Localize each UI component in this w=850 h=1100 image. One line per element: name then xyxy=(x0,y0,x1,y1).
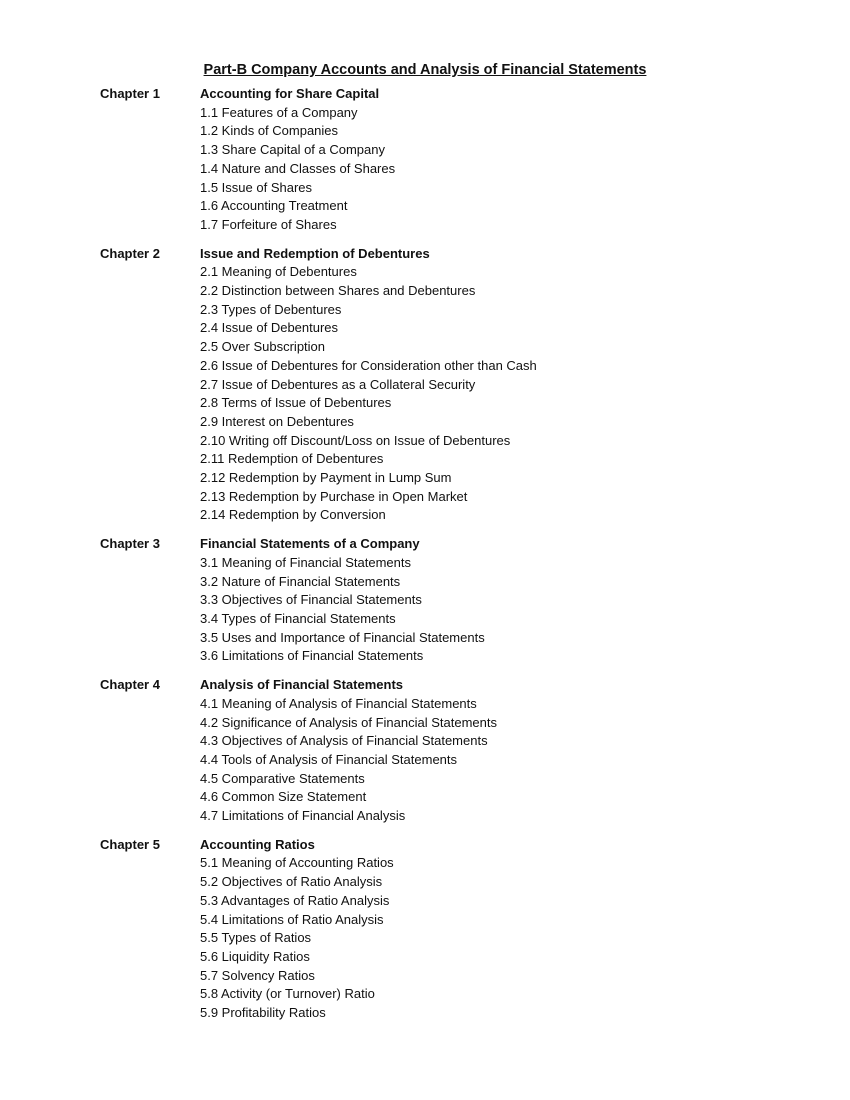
topic-item: 5.7 Solvency Ratios xyxy=(200,967,315,983)
topic-item: 3.6 Limitations of Financial Statements xyxy=(200,648,424,664)
chapter-5 xyxy=(100,836,800,1023)
topic-item: 5.1 Meaning of Accounting Ratios xyxy=(200,855,394,871)
chapter-body xyxy=(200,535,800,666)
topic-item: 2.6 Issue of Debentures for Consideration other than Cash xyxy=(200,357,537,373)
topic-item: 1.6 Accounting Treatment xyxy=(200,198,348,214)
topic-list xyxy=(200,104,800,235)
topic-item: 4.2 Significance of Analysis of Financial Statements xyxy=(200,714,497,730)
topic-item: 1.2 Kinds of Companies xyxy=(200,123,339,139)
topic-list xyxy=(200,854,800,1022)
topic-item: 1.3 Share Capital of a Company xyxy=(200,142,385,158)
chapter-body xyxy=(200,676,800,826)
topic-item: 2.11 Redemption of Debentures xyxy=(200,451,384,467)
chapter-heading: Accounting Ratios xyxy=(200,836,315,852)
topic-item: 5.5 Types of Ratios xyxy=(200,930,312,946)
chapter-label: Chapter 2 xyxy=(100,245,160,261)
topic-item: 2.13 Redemption by Purchase in Open Market xyxy=(200,488,468,504)
topic-item: 2.5 Over Subscription xyxy=(200,339,326,355)
topic-item: 1.4 Nature and Classes of Shares xyxy=(200,160,396,176)
topic-item: 5.9 Profitability Ratios xyxy=(200,1005,326,1021)
topic-list xyxy=(200,263,800,525)
topic-item: 2.7 Issue of Debentures as a Collateral Security xyxy=(200,376,476,392)
topic-item: 5.6 Liquidity Ratios xyxy=(200,948,310,964)
chapter-heading: Accounting for Share Capital xyxy=(200,86,380,101)
chapter-label: Chapter 3 xyxy=(100,536,160,552)
topic-item: 5.8 Activity (or Turnover) Ratio xyxy=(200,986,375,1002)
chapter-body xyxy=(200,245,800,526)
topic-item: 2.1 Meaning of Debentures xyxy=(200,264,357,280)
document-title: Part-B Company Accounts and Analysis of Financial Statements xyxy=(203,62,647,78)
topic-item: 2.2 Distinction between Shares and Debentures xyxy=(200,283,476,299)
topic-item: 2.12 Redemption by Payment in Lump Sum xyxy=(200,470,452,486)
topic-item: 4.3 Objectives of Analysis of Financial Statements xyxy=(200,733,488,749)
topic-item: 4.6 Common Size Statement xyxy=(200,789,367,805)
chapter-heading: Issue and Redemption of Debentures xyxy=(200,245,430,261)
topic-item: 1.1 Features of a Company xyxy=(200,104,358,120)
topic-item: 4.5 Comparative Statements xyxy=(200,770,365,786)
chapter-3 xyxy=(100,535,800,666)
topic-item: 3.3 Objectives of Financial Statements xyxy=(200,592,422,608)
chapter-list xyxy=(100,85,800,1033)
topic-item: 4.1 Meaning of Analysis of Financial Statements xyxy=(200,695,477,711)
topic-item: 4.4 Tools of Analysis of Financial Statements xyxy=(200,751,458,767)
chapter-heading: Financial Statements of a Company xyxy=(200,536,420,552)
topic-list xyxy=(200,695,800,826)
topic-item: 2.8 Terms of Issue of Debentures xyxy=(200,395,392,411)
topic-item: 3.2 Nature of Financial Statements xyxy=(200,573,401,589)
topic-item: 2.9 Interest on Debentures xyxy=(200,413,354,429)
topic-item: 5.2 Objectives of Ratio Analysis xyxy=(200,874,383,890)
topic-item: 2.14 Redemption by Conversion xyxy=(200,507,386,523)
chapter-label: Chapter 5 xyxy=(100,836,160,852)
topic-item: 5.3 Advantages of Ratio Analysis xyxy=(200,892,390,908)
topic-item: 3.5 Uses and Importance of Financial Statements xyxy=(200,629,485,645)
chapter-heading: Analysis of Financial Statements xyxy=(200,677,404,693)
topic-list xyxy=(200,554,800,666)
chapter-2 xyxy=(100,245,800,526)
topic-item: 2.10 Writing off Discount/Loss on Issue of Debentures xyxy=(200,432,511,448)
chapter-body xyxy=(200,85,800,235)
topic-item: 4.7 Limitations of Financial Analysis xyxy=(200,808,406,824)
chapter-1 xyxy=(100,85,800,235)
topic-item: 1.7 Forfeiture of Shares xyxy=(200,216,337,232)
chapter-body xyxy=(200,836,800,1023)
chapter-label: Chapter 4 xyxy=(100,677,160,693)
topic-item: 3.1 Meaning of Financial Statements xyxy=(200,554,412,570)
topic-item: 2.3 Types of Debentures xyxy=(200,301,342,317)
chapter-4 xyxy=(100,676,800,826)
topic-item: 3.4 Types of Financial Statements xyxy=(200,610,396,626)
topic-item: 5.4 Limitations of Ratio Analysis xyxy=(200,911,384,927)
topic-item: 1.5 Issue of Shares xyxy=(200,179,313,195)
chapter-label: Chapter 1 xyxy=(100,86,160,101)
topic-item: 2.4 Issue of Debentures xyxy=(200,320,339,336)
